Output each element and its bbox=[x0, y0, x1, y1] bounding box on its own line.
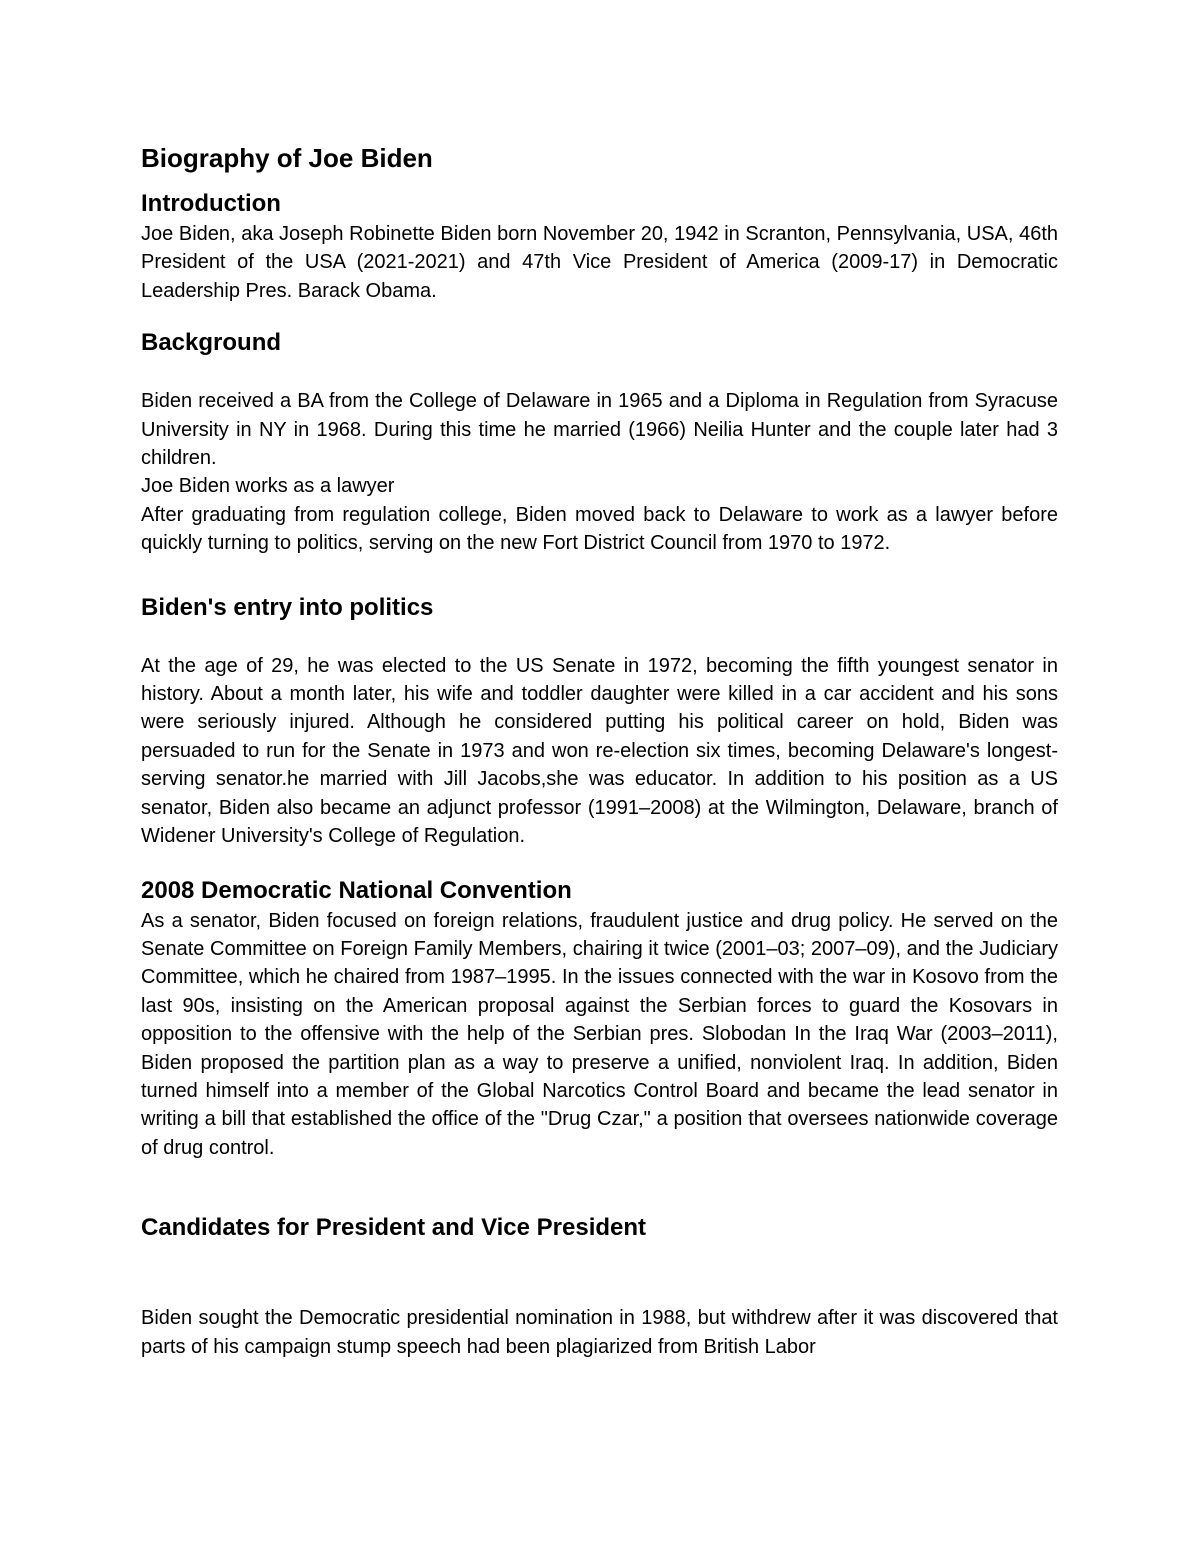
spacer bbox=[141, 624, 1058, 652]
section-heading-candidates: Candidates for President and Vice President bbox=[141, 1214, 647, 1242]
section-heading-introduction: Introduction bbox=[141, 190, 281, 217]
spacer bbox=[141, 359, 1058, 387]
section-heading-background: Background bbox=[141, 329, 282, 357]
paragraph-convention-2008: As a senator, Biden focused on foreign relations, fraudulent justice and drug policy. He served on the Senate Committee on Foreign Family Members, chairing it twice (2001–03; 2007–09), and the Judiciary Committee, which he chaired from 1987–1995. In the issues connected with the war in Kosovo from the last 90s, insisting on the American proposal against the Serbian forces to guard the Kosovars in opposition to the offensive with the help of the Serbian pres. Slobodan In the Iraq War (2003–2011), Biden proposed the partition plan as a way to preserve a unified, nonviolent Iraq. In addition, Biden turned himself into a member of the Global Narcotics Control Board and became the lead senator in writing a bill that established the office of the "Drug Czar," a position that oversees nationwide coverage of drug control. bbox=[141, 909, 1058, 1159]
document-title: Biography of Joe Biden bbox=[141, 143, 433, 173]
paragraph-background-politics: After graduating from regulation college, Biden moved back to Delaware to work as a lawyer before quickly turning to politics, serving on the new Fort District Council from 1970 to 1972. bbox=[141, 503, 1058, 555]
paragraph-background-lawyer: Joe Biden works as a lawyer bbox=[141, 475, 395, 498]
section-heading-convention-2008: 2008 Democratic National Convention bbox=[141, 876, 572, 904]
document-page bbox=[141, 140, 1058, 1361]
section-candidates bbox=[141, 1212, 1058, 1361]
paragraph-background-education: Biden received a BA from the College of Delaware in 1965 and a Diploma in Regulation from Syracuse University in NY in 1968. During this time he married (1966) Neilia Hunter and the couple later had 3 children. bbox=[141, 390, 1058, 470]
paragraph-candidates: Biden sought the Democratic presidential nomination in 1988, but withdrew after it was discovered that parts of his campaign stump speech had been plagiarized from British Labor bbox=[141, 1307, 1058, 1358]
paragraph-entry-into-politics: At the age of 29, he was elected to the US Senate in 1972, becoming the fifth youngest senator in history. About a month later, his wife and toddler daughter were killed in a car accident and his sons were seriously injured. Although he considered putting his political career on hold, Biden was persuaded to run for the Senate in 1973 and won re-election six times, becoming Delaware's longest-serving senator.he married with Jill Jacobs,she was educator. In addition to his position as a US senator, Biden also became an adjunct professor (1991–2008) at the Wilmington, Delaware, branch of Widener University's College of Regulation. bbox=[141, 654, 1058, 848]
section-convention-2008 bbox=[141, 875, 1058, 1163]
section-heading-entry-into-politics: Biden's entry into politics bbox=[141, 593, 434, 621]
section-entry-into-politics bbox=[141, 592, 1058, 851]
section-background bbox=[141, 327, 1058, 557]
paragraph-introduction: Joe Biden, aka Joseph Robinette Biden born November 20, 1942 in Scranton, Pennsylvania, USA, 46th President of the USA (2021-2021) and 47th Vice President of America (2009-17) in Democratic Leadership Pres. Barack Obama. bbox=[141, 223, 1058, 302]
spacer bbox=[141, 1244, 1058, 1304]
section-introduction bbox=[141, 188, 1058, 305]
